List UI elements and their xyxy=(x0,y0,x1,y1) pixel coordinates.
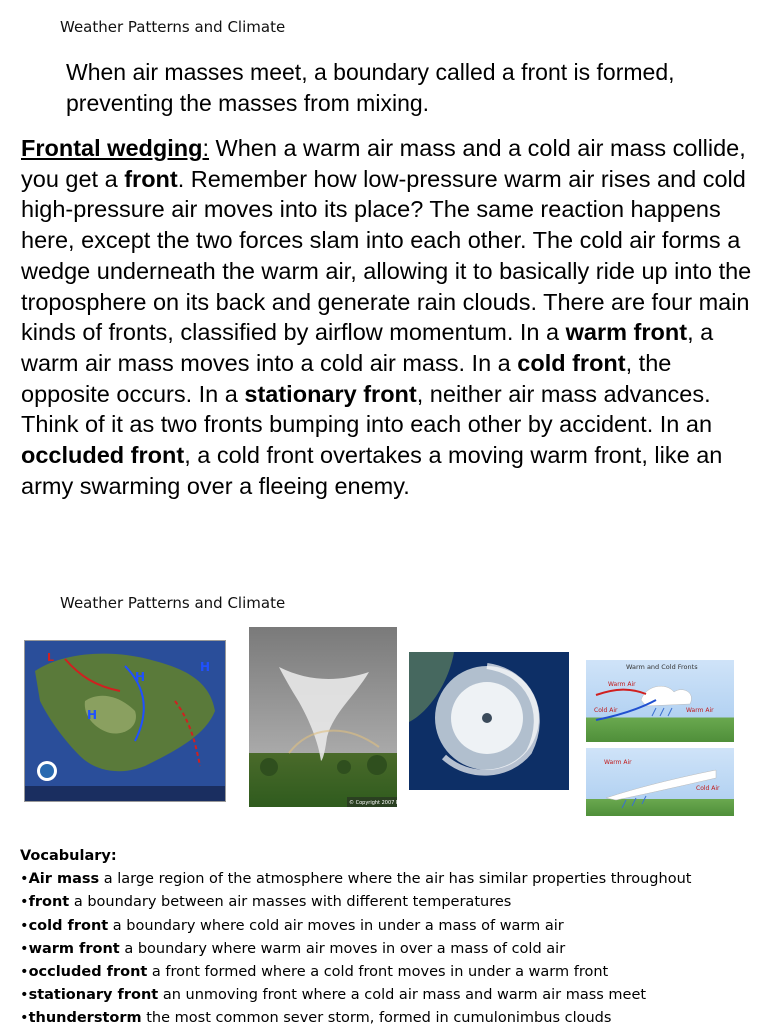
fronts-diagram-top-graphic xyxy=(586,660,734,742)
text-run: , a cold front overtakes a moving warm front, like an army swarming over a fleeing enemy. xyxy=(21,442,723,499)
list-item: •warm front a boundary where warm air moves in over a mass of cold air xyxy=(20,940,566,957)
fronts-diagram-title: Warm and Cold Fronts xyxy=(626,663,698,671)
vocab-definition: a large region of the atmosphere where the air has similar properties throughout xyxy=(99,871,692,888)
vocab-term: front xyxy=(28,894,70,911)
svg-text:L: L xyxy=(47,651,55,664)
vocab-term: thunderstorm xyxy=(28,1010,142,1027)
label-warm-air-3: Warm Air xyxy=(604,759,632,766)
vocab-term: occluded front xyxy=(28,964,148,981)
frontal-wedging-title: Frontal wedging xyxy=(21,135,203,161)
label-cold-air: Cold Air xyxy=(594,707,618,714)
vocab-definition: a boundary where cold air moves in under a mass of warm air xyxy=(108,917,564,934)
list-item: •occluded front a front formed where a cold front moves in under a warm front xyxy=(20,964,609,981)
warm-cold-fronts-diagram-top xyxy=(586,660,734,742)
text-run: , a warm air mass moves into a cold air mass. In a xyxy=(21,319,714,376)
text-run: When a warm air mass and a cold air mass collide, you get a xyxy=(21,135,746,192)
label-warm-air: Warm Air xyxy=(608,681,636,688)
svg-text:H: H xyxy=(135,670,146,684)
tornado-photo xyxy=(249,627,424,807)
weather-map-graphic xyxy=(25,641,225,801)
fronts-diagram-bottom-graphic xyxy=(586,748,734,816)
label-cold-air-2: Cold Air xyxy=(696,785,720,792)
page-header-2: Weather Patterns and Climate xyxy=(60,594,286,612)
intro-paragraph: When air masses meet, a boundary called a front is formed, preventing the masses from mixing. xyxy=(66,59,675,116)
text-run: , neither air mass advances. Think of it as two fronts bumping into each other by accident. In an xyxy=(21,380,713,438)
keyword-front: front xyxy=(124,165,178,192)
vocabulary-list xyxy=(20,845,760,1031)
hurricane-satellite-image xyxy=(409,652,569,790)
frontal-wedging-paragraph xyxy=(21,133,756,501)
vocab-definition: a boundary where warm air moves in over a mass of cold air xyxy=(119,940,566,957)
vocabulary-heading: Vocabulary: xyxy=(20,848,117,864)
photo-copyright: © Copyright 2007 RK Nguyen xyxy=(349,800,424,806)
vocab-definition: the most common sever storm, formed in cumulonimbus clouds xyxy=(141,1010,612,1027)
vocab-definition: a boundary between air masses with different temperatures xyxy=(69,894,512,911)
tornado-graphic xyxy=(249,627,424,807)
svg-text:H: H xyxy=(200,660,211,674)
frontal-wedging-colon: : xyxy=(202,135,209,161)
keyword-cold-front: cold front xyxy=(517,349,626,376)
list-item: •front a boundary between air masses with different temperatures xyxy=(20,894,512,911)
vocab-term: Air mass xyxy=(28,871,100,888)
vocab-term: warm front xyxy=(28,940,120,957)
text-run: , the opposite occurs. In a xyxy=(21,349,672,407)
list-item: •Air mass a large region of the atmosphere where the air has similar properties throughout xyxy=(20,871,692,888)
warm-cold-fronts-diagram-bottom xyxy=(586,748,734,816)
vocab-term: stationary front xyxy=(28,987,159,1004)
list-item: •thunderstorm the most common sever storm, formed in cumulonimbus clouds xyxy=(20,1010,612,1027)
hurricane-graphic xyxy=(409,652,569,790)
keyword-warm-front: warm front xyxy=(565,319,688,346)
keyword-occluded-front: occluded front xyxy=(21,442,185,469)
vocab-definition: a front formed where a cold front moves in under a warm front xyxy=(147,964,609,981)
svg-text:H: H xyxy=(87,708,98,722)
list-item: •stationary front an unmoving front where a cold air mass and warm air mass meet xyxy=(20,987,647,1004)
page-header: Weather Patterns and Climate xyxy=(60,18,286,36)
text-run: . Remember how low-pressure warm air rises and cold high-pressure air moves into its place? The same reaction happens here, except the two forces slam into each other. The cold air forms a wedge underneath the warm air, allowing it to basically ride up into the troposphere on its back and generate rain clouds. There are four main kinds of fronts, classified by airflow momentum. In a xyxy=(21,165,752,346)
label-warm-air-2: Warm Air xyxy=(686,707,714,714)
vocab-term: cold front xyxy=(28,917,109,934)
list-item: •cold front a boundary where cold air moves in under a mass of warm air xyxy=(20,917,564,934)
keyword-stationary-front: stationary front xyxy=(244,380,417,407)
weather-map-image xyxy=(24,640,226,802)
vocab-definition: an unmoving front where a cold air mass and warm air mass meet xyxy=(158,987,647,1004)
